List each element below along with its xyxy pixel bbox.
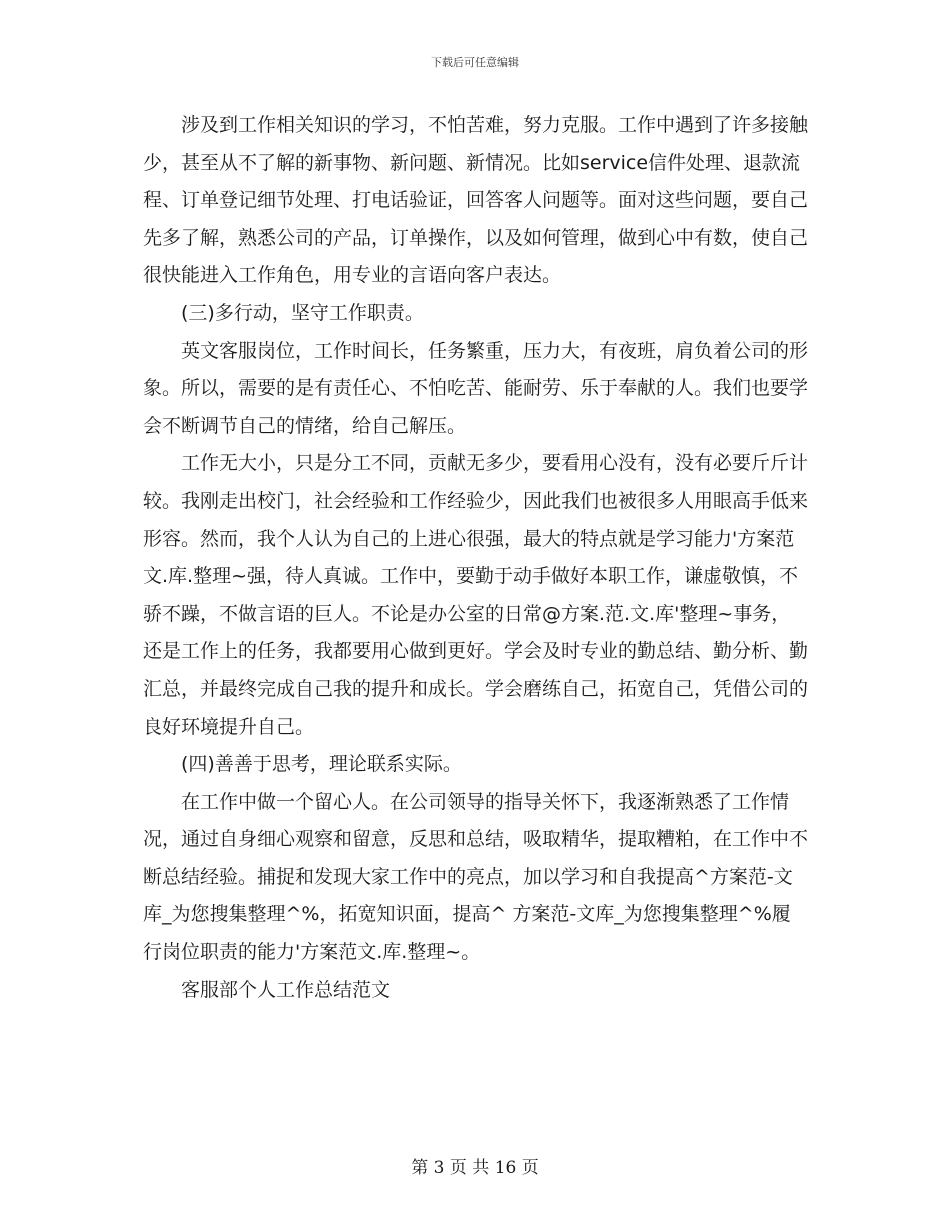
document-body <box>143 107 809 1009</box>
section-heading-3: (三)多行动，坚守工作职责。 <box>181 301 424 324</box>
section-heading-4: (四)善善于思考，理论联系实际。 <box>181 753 462 776</box>
section-title-summary: 客服部个人工作总结范文 <box>181 978 391 1001</box>
paragraph-work-attitude: 工作无大小，只是分工不同，贡献无多少，要看用心没有，没有必要斤斤计较。我刚走出校门，社会经验和工作经验少，因此我们也被很多人用眼高手低来形容。然而，我个人认为自己的上进心很强，最大的特点就是学习能力'方案范文.库.整理~强，待人真诚。工作中，要勤于动手做好本职工作，谦虚敬慎，不骄不躁，不做言语的巨人。不论是办公室的日常@方案.范.文.库'整理~事务，还是工作上的任务，我都要用心做到更好。学会及时专业的勤总结、勤分析、勤汇总，并最终完成自己我的提升和成长。学会磨练自己，拓宽自己，凭借公司的良好环境提升自己。 <box>143 452 809 738</box>
paragraph-careful-worker: 在工作中做一个留心人。在公司领导的指导关怀下，我逐渐熟悉了工作情况，通过自身细心观察和留意，反思和总结，吸取精华，提取糟粕，在工作中不断总结经验。捕捉和发现大家工作中的亮点，加以学习和自我提高^方案范-文库_为您搜集整理^%，拓宽知识面，提高^ 方案范-文库_为您搜集整理^%履行岗位职责的能力'方案范文.库.整理~。 <box>143 790 809 964</box>
page-header: 下载后可任意编辑 <box>431 56 519 69</box>
paragraph-knowledge-learning: 涉及到工作相关知识的学习，不怕苦难，努力克服。工作中遇到了许多接触少，甚至从不了解的新事物、新问题、新情况。比如service信件处理、退款流程、订单登记细节处理、打电话验证，回答客人问题等。面对这些问题，要自己先多了解，熟悉公司的产品，订单操作，以及如何管理，做到心中有数，使自己很快能进入工作角色，用专业的言语向客户表达。 <box>143 114 809 287</box>
page-number: 第 3 页 共 16 页 <box>411 1158 539 1178</box>
paragraph-english-service: 英文客服岗位，工作时间长，任务繁重，压力大，有夜班，肩负着公司的形象。所以，需要的是有责任心、不怕吃苦、能耐劳、乐于奉献的人。我们也要学会不断调节自己的情绪，给自己解压。 <box>143 339 809 437</box>
